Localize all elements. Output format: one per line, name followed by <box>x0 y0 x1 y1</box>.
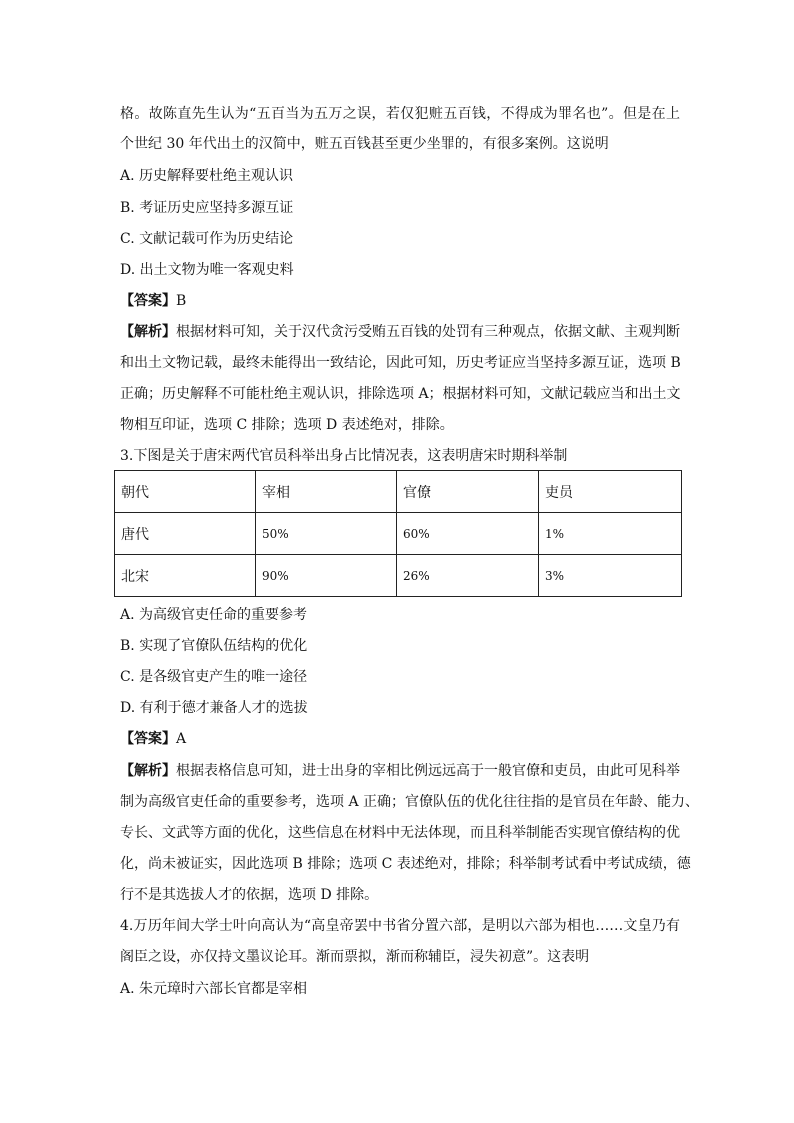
text-line: 3.下图是关于唐宋两代官员科举出身占比情况表，这表明唐宋时期科举制 <box>120 448 568 464</box>
text-line: 行不是其选拔人才的依据，选项 D 排除。 <box>120 887 379 903</box>
table-cell: 3% <box>539 555 682 597</box>
table-row <box>115 513 682 555</box>
text-line: 正确；历史解释不可能杜绝主观认识，排除选项 A；根据材料可知，文献记载应当和出土文 <box>120 386 681 402</box>
text-line: 4.万历年间大学士叶向高认为“高皇帝罢中书省分置六部，是明以六部为相也……文皇乃有 <box>120 918 680 934</box>
text-line: C. 文献记载可作为历史结论 <box>120 231 294 247</box>
text-line: 化，尚未被证实，因此选项 B 排除；选项 C 表述绝对，排除；科举制考试看中考试成绩，德 <box>120 856 691 872</box>
section-label: 【解析】 <box>120 763 176 779</box>
text-line: C. 是各级官吏产生的唯一途径 <box>120 669 308 685</box>
text-line: 个世纪 30 年代出土的汉简中，赃五百钱甚至更少坐罪的，有很多案例。这说明 <box>120 136 609 152</box>
section-label: 【答案】 <box>120 731 176 747</box>
table-row <box>115 555 682 597</box>
text-line: 格。故陈直先生认为“五百当为五万之误，若仅犯赃五百钱，不得成为罪名也”。但是在上 <box>120 106 680 122</box>
table-header-cell: 宰相 <box>256 471 397 513</box>
table-header-cell: 朝代 <box>115 471 256 513</box>
text-line: 【解析】根据材料可知，关于汉代贪污受贿五百钱的处罚有三种观点，依据文献、主观判断 <box>120 324 680 340</box>
text-line: 【答案】B <box>120 293 187 309</box>
text-line: 【答案】A <box>120 731 187 747</box>
table-cell: 60% <box>397 513 539 555</box>
text-line: A. 朱元璋时六部长官都是宰相 <box>120 981 308 997</box>
table-cell: 50% <box>256 513 397 555</box>
table-cell: 90% <box>256 555 397 597</box>
text-line: D. 出土文物为唯一客观史料 <box>120 262 294 278</box>
table-header-cell: 官僚 <box>397 471 539 513</box>
exam-officials-table <box>114 470 682 597</box>
text-line: 【解析】根据表格信息可知，进士出身的宰相比例远远高于一般官僚和吏员，由此可见科举 <box>120 763 680 779</box>
text-line: 物相互印证，选项 C 排除；选项 D 表述绝对，排除。 <box>120 417 454 433</box>
text-line: A. 历史解释要杜绝主观认识 <box>120 168 294 184</box>
section-label: 【解析】 <box>120 324 176 340</box>
table-cell: 北宋 <box>115 555 256 597</box>
text-line: 制为高级官吏任命的重要参考，选项 A 正确；官僚队伍的优化往往指的是官员在年龄、能力、 <box>120 794 700 810</box>
table-cell: 唐代 <box>115 513 256 555</box>
text-line: D. 有利于德才兼备人才的选拔 <box>120 700 308 716</box>
table-cell: 1% <box>539 513 682 555</box>
table-header-cell: 吏员 <box>539 471 682 513</box>
text-line: B. 考证历史应坚持多源互证 <box>120 200 294 216</box>
text-line: 阁臣之设，亦仅持文墨议论耳。渐而票拟，渐而称辅臣，浸失初意”。这表明 <box>120 949 590 965</box>
table-header-row <box>115 471 682 513</box>
text-line: A. 为高级官吏任命的重要参考 <box>120 607 308 623</box>
text-line: 和出土文物记载，最终未能得出一致结论，因此可知，历史考证应当坚持多源互证，选项 B <box>120 355 681 371</box>
text-line: B. 实现了官僚队伍结构的优化 <box>120 638 308 654</box>
text-line: 专长、文武等方面的优化，这些信息在材料中无法体现，而且科举制能否实现官僚结构的优 <box>120 825 680 841</box>
table-cell: 26% <box>397 555 539 597</box>
section-label: 【答案】 <box>120 293 176 309</box>
